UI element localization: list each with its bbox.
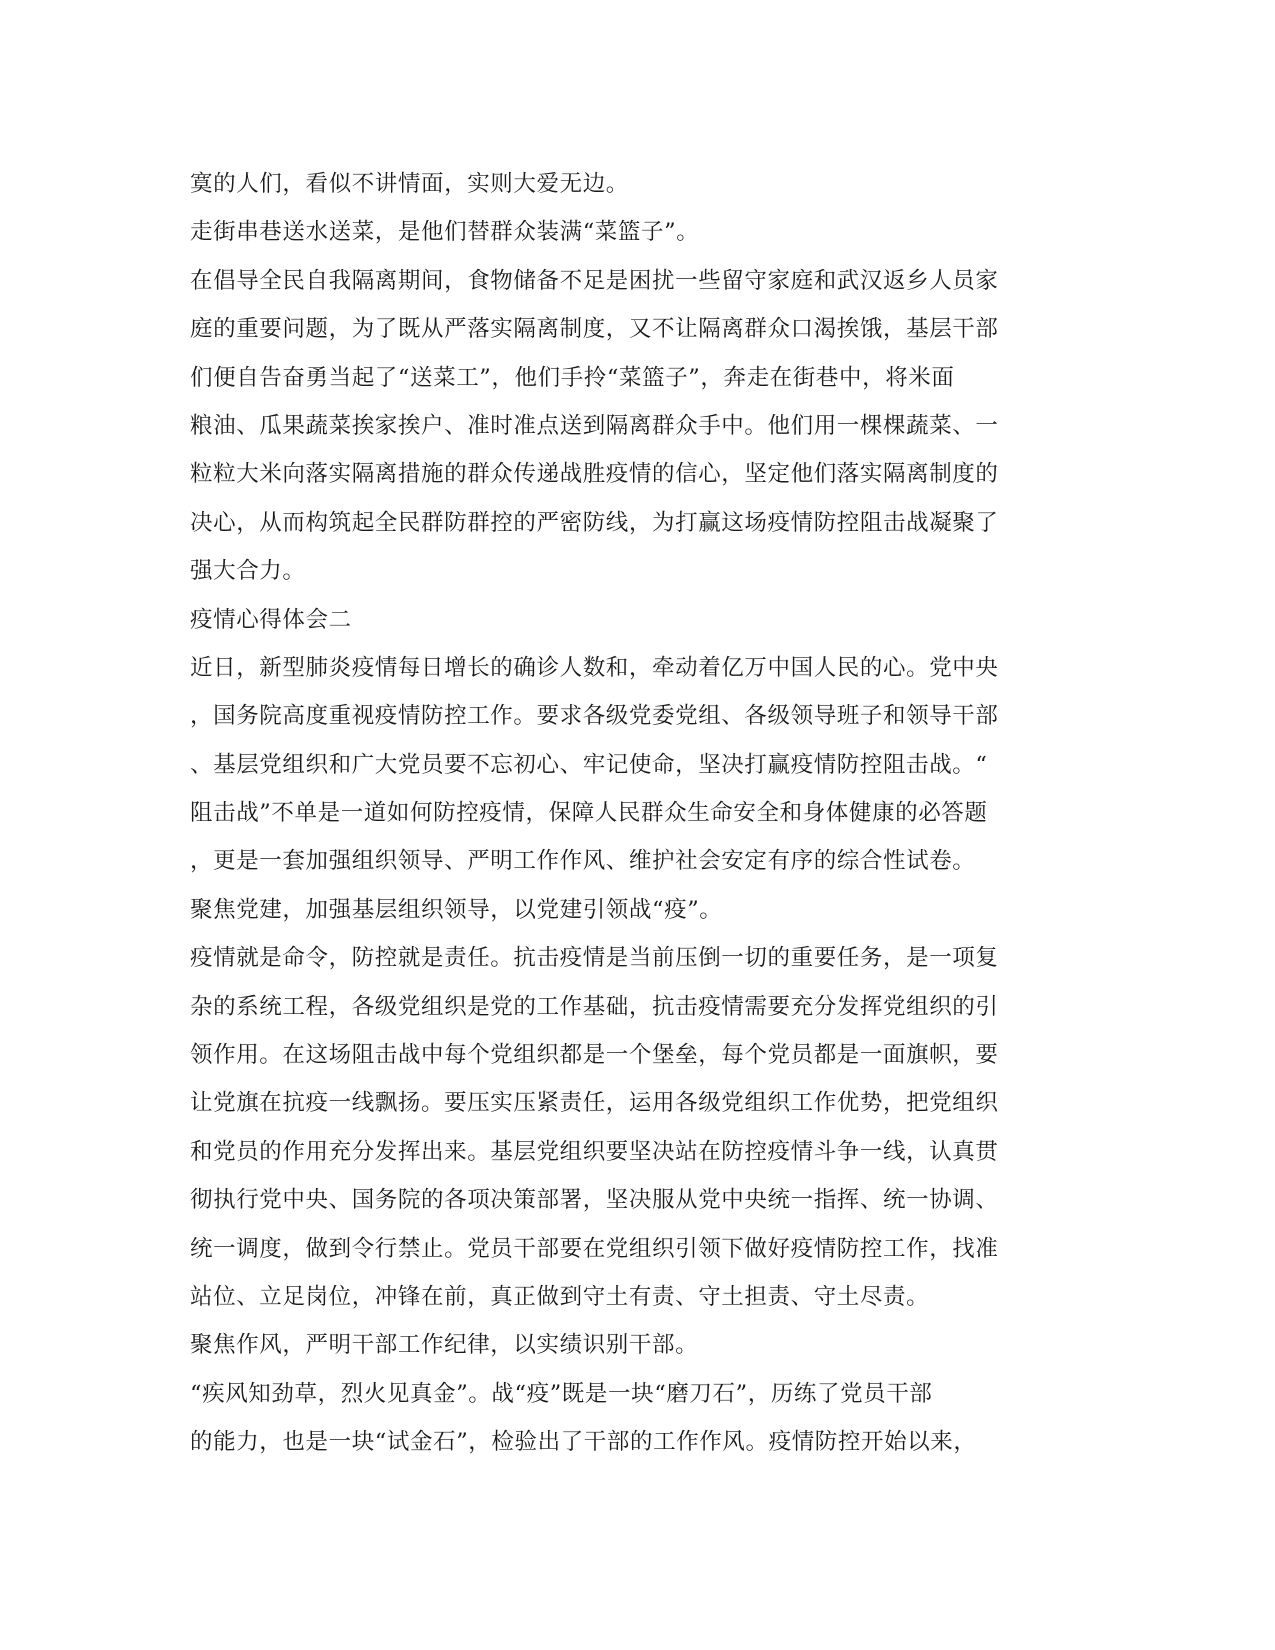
text-line: 阻击战”不单是一道如何防控疫情，保障人民群众生命安全和身体健康的必答题 [190, 800, 988, 827]
text-line: 决心，从而构筑起全民群防群控的严密防线，为打赢这场疫情防控阻击战凝聚了 [190, 509, 999, 536]
text-line: 在倡导全民自我隔离期间，食物储备不足是困扰一些留守家庭和武汉返乡人员家 [190, 267, 999, 294]
text-line: 让党旗在抗疫一线飘扬。要压实压紧责任，运用各级党组织工作优势，把党组织 [190, 1090, 999, 1117]
text-line: ，国务院高度重视疫情防控工作。要求各级党委党组、各级领导班子和领导干部 [190, 703, 999, 730]
text-line: 寞的人们，看似不讲情面，实则大爱无边。 [190, 171, 629, 197]
text-line: 和党员的作用充分发挥出来。基层党组织要坚决站在防控疫情斗争一线，认真贯 [190, 1138, 999, 1165]
text-line: 杂的系统工程，各级党组织是党的工作基础，抗击疫情需要充分发挥党组织的引 [190, 993, 999, 1020]
document-body [190, 160, 1068, 1467]
section-heading: 疫情心得体会二 [190, 606, 352, 633]
text-line: ，更是一套加强组织领导、严明工作作风、维护社会安定有序的综合性试卷。 [190, 848, 976, 875]
subheading: 聚焦党建，加强基层组织领导，以党建引领战“疫”。 [190, 896, 723, 923]
text-line: 强大合力。 [190, 558, 306, 585]
text-line: 站位、立足岗位，冲锋在前，真正做到守土有责、守土担责、守土尽责。 [190, 1283, 930, 1310]
text-line: 疫情就是命令，防控就是责任。抗击疫情是当前压倒一切的重要任务，是一项复 [190, 945, 999, 972]
text-line: 走街串巷送水送菜，是他们替群众装满“菜篮子”。 [190, 219, 700, 246]
text-line: 的能力，也是一块“试金石”，检验出了干部的工作作风。疫情防控开始以来， [190, 1429, 977, 1456]
text-line: 粮油、瓜果蔬菜挨家挨户、准时准点送到隔离群众手中。他们用一棵棵蔬菜、一 [190, 412, 999, 439]
text-line: 们便自告奋勇当起了“送菜工”，他们手拎“菜篮子”，奔走在街巷中，将米面 [190, 364, 955, 391]
text-line: 近日，新型肺炎疫情每日增长的确诊人数和，牵动着亿万中国人民的心。党中央 [190, 654, 999, 681]
text-line: 、基层党组织和广大党员要不忘初心、牢记使命，坚决打赢疫情防控阻击战。“ [190, 751, 988, 778]
text-line: “疾风知劲草，烈火见真金”。战“疫”既是一块“磨刀石”，历练了党员干部 [190, 1380, 933, 1407]
text-line: 粒粒大米向落实隔离措施的群众传递战胜疫情的信心，坚定他们落实隔离制度的 [190, 461, 999, 488]
text-line: 庭的重要问题，为了既从严落实隔离制度，又不让隔离群众口渴挨饿，基层干部 [190, 316, 999, 343]
text-line: 领作用。在这场阻击战中每个党组织都是一个堡垒，每个党员都是一面旗帜，要 [190, 1042, 999, 1069]
text-line: 统一调度，做到令行禁止。党员干部要在党组织引领下做好疫情防控工作，找准 [190, 1235, 999, 1262]
subheading: 聚焦作风，严明干部工作纪律，以实绩识别干部。 [190, 1332, 699, 1359]
text-line: 彻执行党中央、国务院的各项决策部署，坚决服从党中央统一指挥、统一协调、 [190, 1187, 999, 1214]
